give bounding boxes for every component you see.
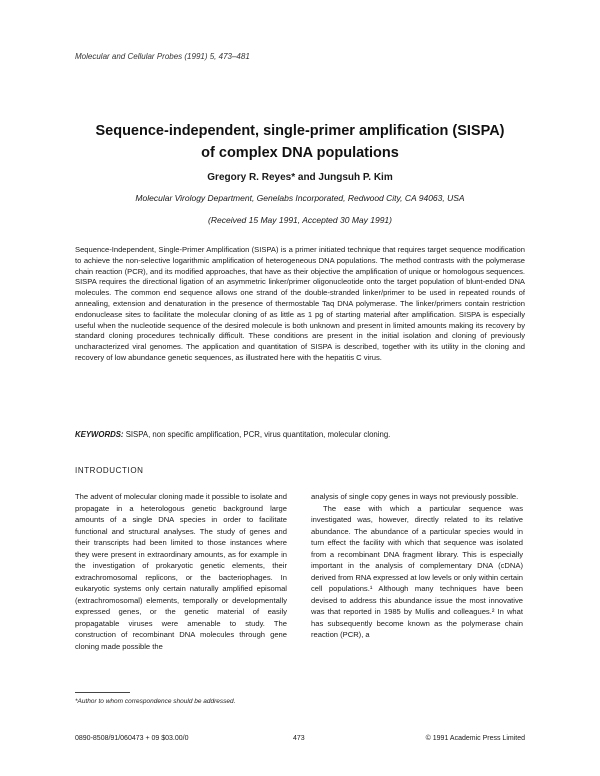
body-column-right bbox=[311, 491, 523, 641]
keywords bbox=[75, 430, 525, 439]
page-number: 473 bbox=[293, 735, 305, 742]
paragraph: The ease with which a particular sequence was investigated was, however, directly related to its relative abundance. The abundance of a particular species would in turn effect the facility with which that sequence was isolated from a recombinant DNA fragment library. This is especially important in the analysis of complementary DNA (cDNA) derived from RNA expressed at low levels or only within certain cell populations.¹ Although many techniques have been devised to address this abundance issue the most innovative was that reported in 1985 by Mullis and colleagues.² In what has subsequently become known as the polymerase chain reaction (PCR), a bbox=[311, 503, 523, 639]
paragraph: analysis of single copy genes in ways not previously possible. bbox=[311, 492, 519, 501]
footnote-divider bbox=[75, 692, 130, 693]
footer-issn: 0890-8508/91/060473 + 09 $03.00/0 bbox=[75, 735, 189, 742]
abstract: Sequence-Independent, Single-Primer Amplification (SISPA) is a primer initiated technique that requires target sequence modification to achieve the non-selective logarithmic amplification of heterogeneous DNA populations. The method contrasts with the polymerase chain reaction (PCR), and its modified approaches, that have as their objective the amplification of unique or homologous sequences. SISPA requires the directional ligation of an asymmetric linker/primer oligonucleotide onto the target population of blunt-ended DNA molecules. The common end sequence allows one strand of the double-stranded linker/primer to be used in repeated rounds of annealing, extension and denaturation in the presence of thermostable Taq DNA polymerase. The linker/primers contain restriction endonuclease sites to facilitate the molecular cloning of as little as 1 pg of starting material after amplification. SISPA is especially useful when the nucleotide sequence of the desired molecule is both unknown and present in limited amounts making its recovery by standard cloning procedures technically difficult. These conditions are present in the initial isolation and cloning of previously uncharacterized viral genomes. The application and quantitation of SISPA is described, together with its utility in the cloning and recovery of low abundance genetic sequences, as illustrated here with the hepatitis C virus. bbox=[75, 245, 525, 362]
keywords-label: KEYWORDS: bbox=[75, 430, 124, 439]
received-dates: (Received 15 May 1991, Accepted 30 May 1991) bbox=[208, 215, 392, 225]
journal-citation: Molecular and Cellular Probes (1991) 5, 473–481 bbox=[75, 52, 250, 61]
authors: Gregory R. Reyes* and Jungsuh P. Kim bbox=[207, 172, 393, 183]
article-title bbox=[60, 120, 540, 164]
section-heading-introduction: INTRODUCTION bbox=[75, 466, 144, 475]
body-column-left bbox=[75, 491, 287, 652]
title-line-2: of complex DNA populations bbox=[201, 145, 399, 161]
page-footer bbox=[75, 735, 525, 745]
footnote: *Author to whom correspondence should be addressed. bbox=[75, 698, 236, 705]
keywords-text: SISPA, non specific amplification, PCR, virus quantitation, molecular cloning. bbox=[125, 430, 391, 439]
affiliation: Molecular Virology Department, Genelabs Incorporated, Redwood City, CA 94063, USA bbox=[135, 193, 465, 203]
title-line-1: Sequence-independent, single-primer amplification (SISPA) bbox=[95, 123, 505, 139]
footer-copyright: © 1991 Academic Press Limited bbox=[425, 735, 525, 742]
paragraph: The advent of molecular cloning made it possible to isolate and propagate in a heterologous genetic background large amounts of a single DNA species in order to facilitate functional and structural analyses. The study of genes and their transcripts had been limited to those instances where they were present in extraordinary amounts, as for example in the investigation of prokaryotic genetic elements, their extrachromosomal replicons, or the bacteriophages. In eukaryotic systems only certain naturally amplified episomal (extrachromosomal) elements, temporally or developmentally expressed genes, or the genetic material of easily propagatable viruses were amenable to study. The construction of recombinant DNA molecules through gene cloning made possible the bbox=[75, 492, 287, 651]
